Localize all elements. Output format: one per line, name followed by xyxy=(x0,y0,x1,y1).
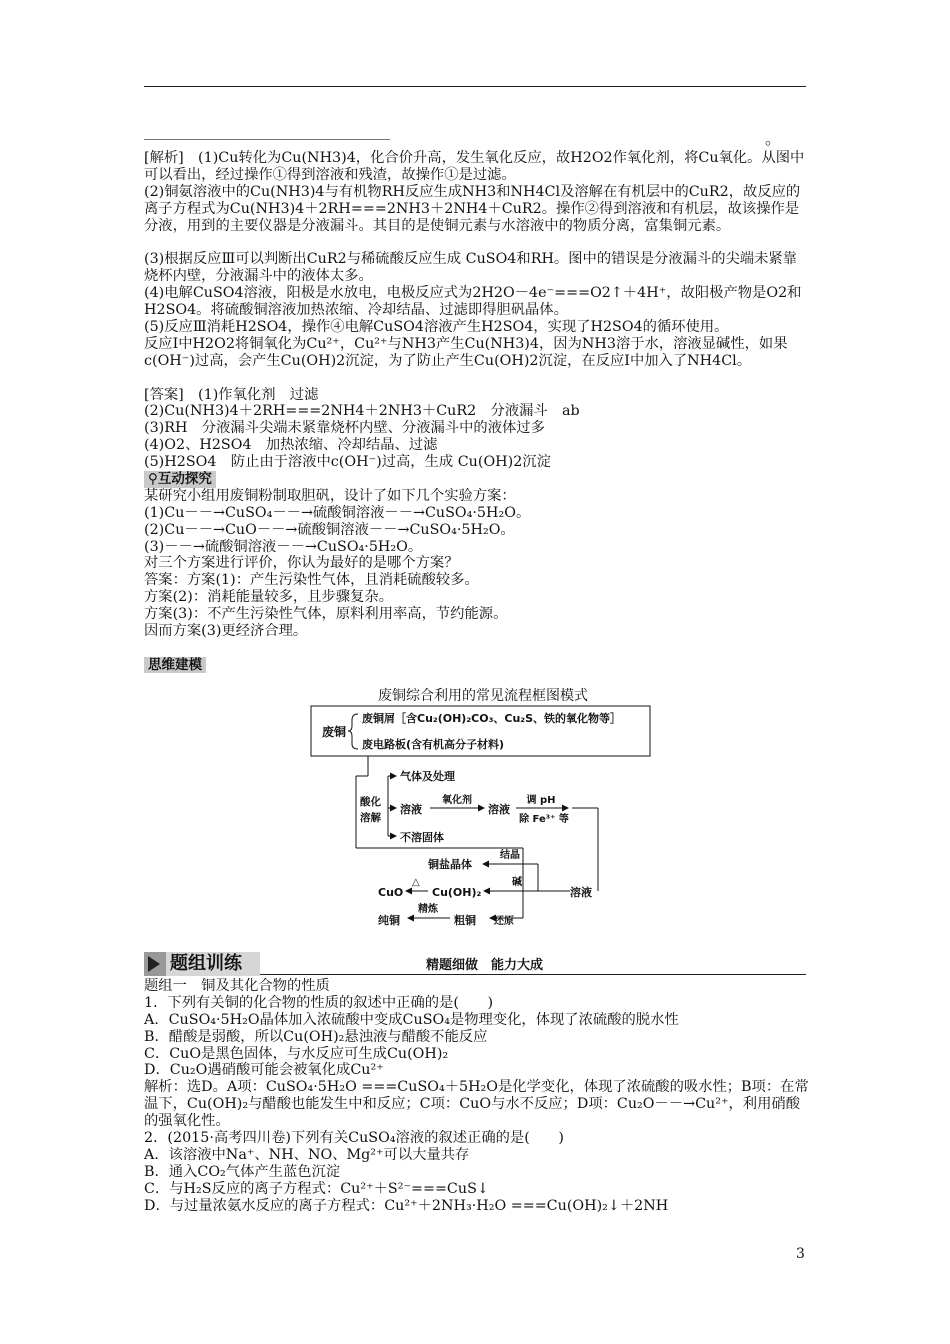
analysis-block xyxy=(144,150,810,674)
explore-line: (1)Cu－－→CuSO₄－－→硫酸铜溶液－－→CuSO₄·5H₂O。 xyxy=(144,504,531,521)
explore-heading xyxy=(144,471,810,488)
explore-line: 因而方案(3)更经济合理。 xyxy=(144,623,308,640)
question-line: C．与H₂S反应的离子方程式：Cu²⁺＋S²⁻===CuS↓ xyxy=(144,1180,489,1197)
gas-node: 气体及处理 xyxy=(400,770,455,783)
acid-step-2: 溶解 xyxy=(360,812,381,824)
section-subtitle: 精题细做 能力大成 xyxy=(426,958,544,973)
question-line: B．醋酸是弱酸，所以Cu(OH)₂悬浊液与醋酸不能反应 xyxy=(144,1028,488,1045)
explore-tag-label: 互动探究 xyxy=(157,471,212,488)
question-line: 2．(2015·高考四川卷)下列有关CuSO₄溶液的叙述正确的是( ) xyxy=(144,1130,564,1147)
question-line: A．该溶液中Na⁺、NH、NO、Mg²⁺可以大量共存 xyxy=(144,1146,470,1163)
question-line: B．通入CO₂气体产生蓝色沉淀 xyxy=(144,1163,341,1180)
page-number: 3 xyxy=(796,1246,805,1262)
flow-diagram xyxy=(308,686,658,936)
analysis-line: 反应Ⅰ中H2O2将铜氧化为Cu²⁺，Cu²⁺与NH3产生Cu(NH3)4，因为NH3溶于水，溶液显碱性，如果c(OH⁻)过高，会产生Cu(OH)2沉淀，为了防止产生Cu(OH)2沉淀，在反应Ⅰ中加入了NH4Cl。 xyxy=(144,335,788,369)
play-icon xyxy=(148,956,160,972)
crystal-label: 结晶 xyxy=(500,850,520,861)
question-line: A．CuSO₄·5H₂O晶体加入浓硫酸中变成CuSO₄是物理变化，体现了浓硫酸的脱水性 xyxy=(144,1011,679,1028)
copper-salt-node: 铜盐晶体 xyxy=(428,858,472,871)
answer-line: (3)RH 分液漏斗尖端未紧靠烧杯内壁、分液漏斗中的液体过多 xyxy=(144,420,545,437)
model-tag: 思维建模 xyxy=(144,657,206,674)
model-heading xyxy=(144,657,810,674)
refine-label: 精炼 xyxy=(418,904,438,915)
ph-label-2: 除 Fe³⁺ 等 xyxy=(519,814,569,825)
solution-node-2: 溶液 xyxy=(488,803,510,816)
explore-line: 方案(2)：消耗能量较多，且步骤复杂。 xyxy=(144,589,393,606)
questions-block xyxy=(144,978,810,1214)
source-label: 废铜 xyxy=(322,725,347,739)
explore-tag xyxy=(144,471,216,488)
ph-label-1: 调 pH xyxy=(526,795,556,806)
crude-cu-node: 粗铜 xyxy=(454,914,476,927)
question-line: 题组一 铜及其化合物的性质 xyxy=(144,978,330,994)
acid-step-1: 酸化 xyxy=(360,796,381,808)
question-line: D．Cu₂O遇硝酸可能会被氧化成Cu²⁺ xyxy=(144,1062,384,1079)
source-item-1: 废铜屑［含Cu₂(OH)₂CO₃、Cu₂S、铁的氧化物等］ xyxy=(362,712,622,725)
source-brace xyxy=(348,714,358,749)
oxidant-label: 氧化剂 xyxy=(442,795,472,806)
diagram-title: 废铜综合利用的常见流程框图模式 xyxy=(378,688,588,704)
blank-line xyxy=(144,139,390,140)
solution-node-3: 溶液 xyxy=(570,886,592,899)
section-header xyxy=(144,952,806,978)
magnifier-icon: ⚲ xyxy=(148,471,158,488)
answer-line: (5)H2SO4 防止由于溶液中c(OH⁻)过高，生成 Cu(OH)2沉淀 xyxy=(144,454,551,471)
analysis-line: (4)电解CuSO4溶液，阳极是水放电，电极反应式为2H2O－4e⁻===O2↑＋4H⁺，故阳极产物是O2和H2SO4。将硫酸铜溶液加热浓缩、冷却结晶、过滤即得胆矾晶体。 xyxy=(144,285,802,319)
question-line: D．与过量浓氨水反应的离子方程式：Cu²⁺＋2NH₃·H₂O ===Cu(OH)₂↓＋2NH xyxy=(144,1197,669,1214)
header-rule xyxy=(144,86,806,87)
alkali-label: 碱 xyxy=(512,877,522,888)
explore-line: (2)Cu－－→CuO－－→硫酸铜溶液－－→CuSO₄·5H₂O。 xyxy=(144,521,515,538)
question-line: 解析：选D。A项：CuSO₄·5H₂O ===CuSO₄＋5H₂O是化学变化，体现了浓硫酸的吸水性；B项：在常温下，Cu(OH)₂与醋酸也能发生中和反应；C项：CuO与水不反应；D项：Cu₂O－－→Cu²⁺，利用硝酸的强氧化性。 xyxy=(144,1079,809,1130)
reduce-label: 还原 xyxy=(494,916,514,927)
source-item-2: 废电路板(含有机高分子材料) xyxy=(362,738,505,751)
section-title: 题组训练 xyxy=(170,953,242,974)
insoluble-node: 不溶固体 xyxy=(400,831,444,844)
analysis-line: (5)反应Ⅲ消耗H2SO4，操作④电解CuSO4溶液产生H2SO4，实现了H2SO4的循环使用。 xyxy=(144,318,729,335)
analysis-line: (2)铜氨溶液中的Cu(NH3)4与有机物RH反应生成NH3和NH4Cl及溶解在有机层中的CuR2，故反应的离子方程式为Cu(NH3)4＋2RH===2NH3＋2NH4＋CuR2。操作②得到溶液和有机层，故该操作是分液，用到的主要仪器是分液漏斗。其目的是使铜元素与水溶液中的物质分离，富集铜元素。 xyxy=(144,183,801,234)
explore-line: (3)－－→硫酸铜溶液－－→CuSO₄·5H₂O。 xyxy=(144,538,423,555)
solution-node-1: 溶液 xyxy=(400,803,422,816)
explore-line: 答案：方案(1)：产生污染性气体，且消耗硫酸较多。 xyxy=(144,572,479,589)
analysis-line: (3)根据反应Ⅲ可以判断出CuR2与稀硫酸反应生成 CuSO4和RH。图中的错误是分液漏斗的尖端未紧靠烧杯内壁，分液漏斗中的液体太多。 xyxy=(144,251,797,285)
explore-line: 方案(3)：不产生污染性气体，原料利用率高，节约能源。 xyxy=(144,606,508,623)
heat-label: △ xyxy=(412,877,420,888)
explore-line: 对三个方案进行评价，你认为最好的是哪个方案？ xyxy=(144,555,459,572)
period-mark: 。 xyxy=(765,129,782,148)
analysis-line: [解析] (1)Cu转化为Cu(NH3)4，化合价升高，发生氧化反应，故H2O2作氧化剂，将Cu氧化。从图中可以看出，经过操作①得到溶液和残渣，故操作①是过滤。 xyxy=(144,150,805,183)
answer-line: (4)O2、H2SO4 加热浓缩、冷却结晶、过滤 xyxy=(144,437,438,454)
cuoh2-node: Cu(OH)₂ xyxy=(432,886,482,899)
question-line: C．CuO是黑色固体，与水反应可生成Cu(OH)₂ xyxy=(144,1045,449,1062)
pure-cu-node: 纯铜 xyxy=(378,914,400,927)
answer-line: [答案] (1)作氧化剂 过滤 xyxy=(144,386,319,403)
answer-line: (2)Cu(NH3)4＋2RH===2NH4＋2NH3＋CuR2 分液漏斗 ab xyxy=(144,403,580,420)
cuo-node: CuO xyxy=(378,886,404,899)
question-line: 1．下列有关铜的化合物的性质的叙述中正确的是( ) xyxy=(144,994,494,1011)
explore-line: 某研究小组用废铜粉制取胆矾，设计了如下几个实验方案： xyxy=(144,487,516,504)
